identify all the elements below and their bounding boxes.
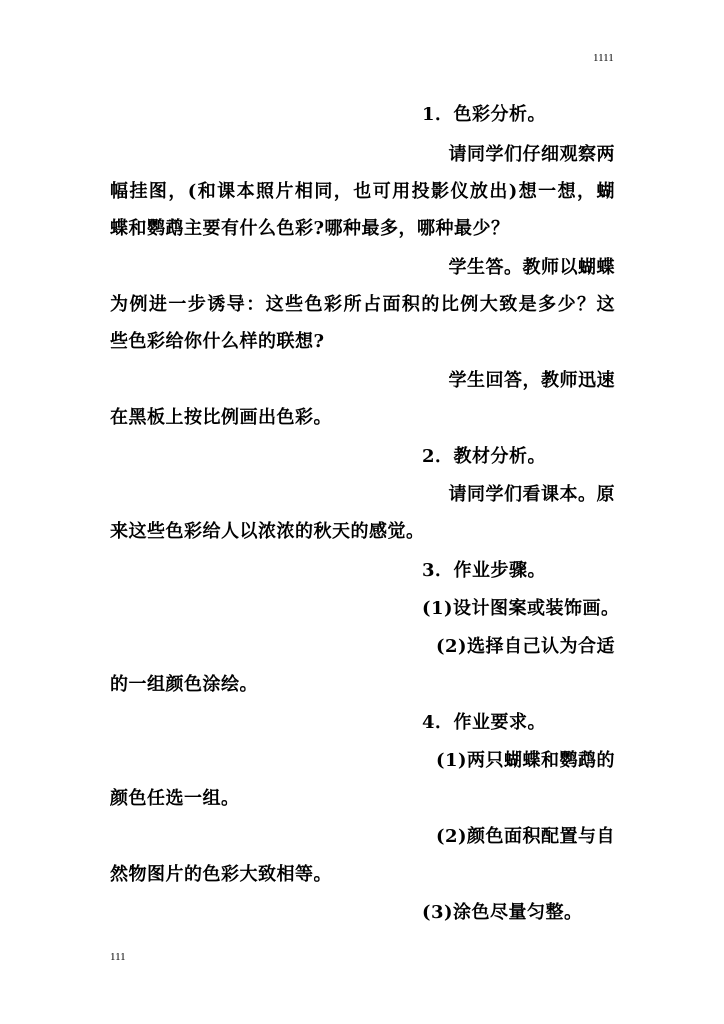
paragraph-line: 请同学们仔细观察两 [448, 144, 615, 165]
requirement-item: (1)两只蝴蝶和鹦鹉的 [435, 750, 615, 771]
requirement-item: (3)涂色尽量匀整。 [422, 902, 583, 923]
paragraph-line: 来这些色彩给人以浓浓的秋天的感觉。 [110, 521, 425, 542]
heading-assignment-steps: 3．作业步骤。 [422, 560, 547, 581]
requirement-item-continuation: 颜色任选一组。 [110, 788, 240, 809]
step-item: (2)选择自己认为合适 [435, 636, 615, 657]
paragraph-line: 些色彩给你什么样的联想? [110, 331, 325, 352]
heading-color-analysis: 1．色彩分析。 [422, 104, 547, 125]
page-number-top: 1111 [593, 52, 614, 64]
paragraph-line: 在黑板上按比例画出色彩。 [110, 407, 332, 428]
paragraph-line: 学生答。教师以蝴蝶 [448, 257, 615, 278]
heading-assignment-requirements: 4．作业要求。 [422, 712, 547, 733]
step-item: (1)设计图案或装饰画。 [422, 598, 620, 619]
page-number-bottom: 111 [110, 951, 126, 963]
requirement-item-continuation: 然物图片的色彩大致相等。 [110, 864, 332, 885]
heading-textbook-analysis: 2．教材分析。 [422, 446, 547, 467]
paragraph-line: 为例进一步诱导：这些色彩所占面积的比例大致是多少？这 [110, 294, 615, 315]
requirement-item: (2)颜色面积配置与自 [435, 826, 615, 847]
step-item-continuation: 的一组颜色涂绘。 [110, 674, 258, 695]
paragraph-line: 学生回答，教师迅速 [448, 370, 615, 391]
paragraph-line: 蝶和鹦鹉主要有什么色彩?哪种最多，哪种最少？ [110, 218, 510, 239]
paragraph-line: 幅挂图，(和课本照片相同，也可用投影仪放出)想一想，蝴 [110, 181, 615, 202]
paragraph-line: 请同学们看课本。原 [448, 484, 615, 505]
